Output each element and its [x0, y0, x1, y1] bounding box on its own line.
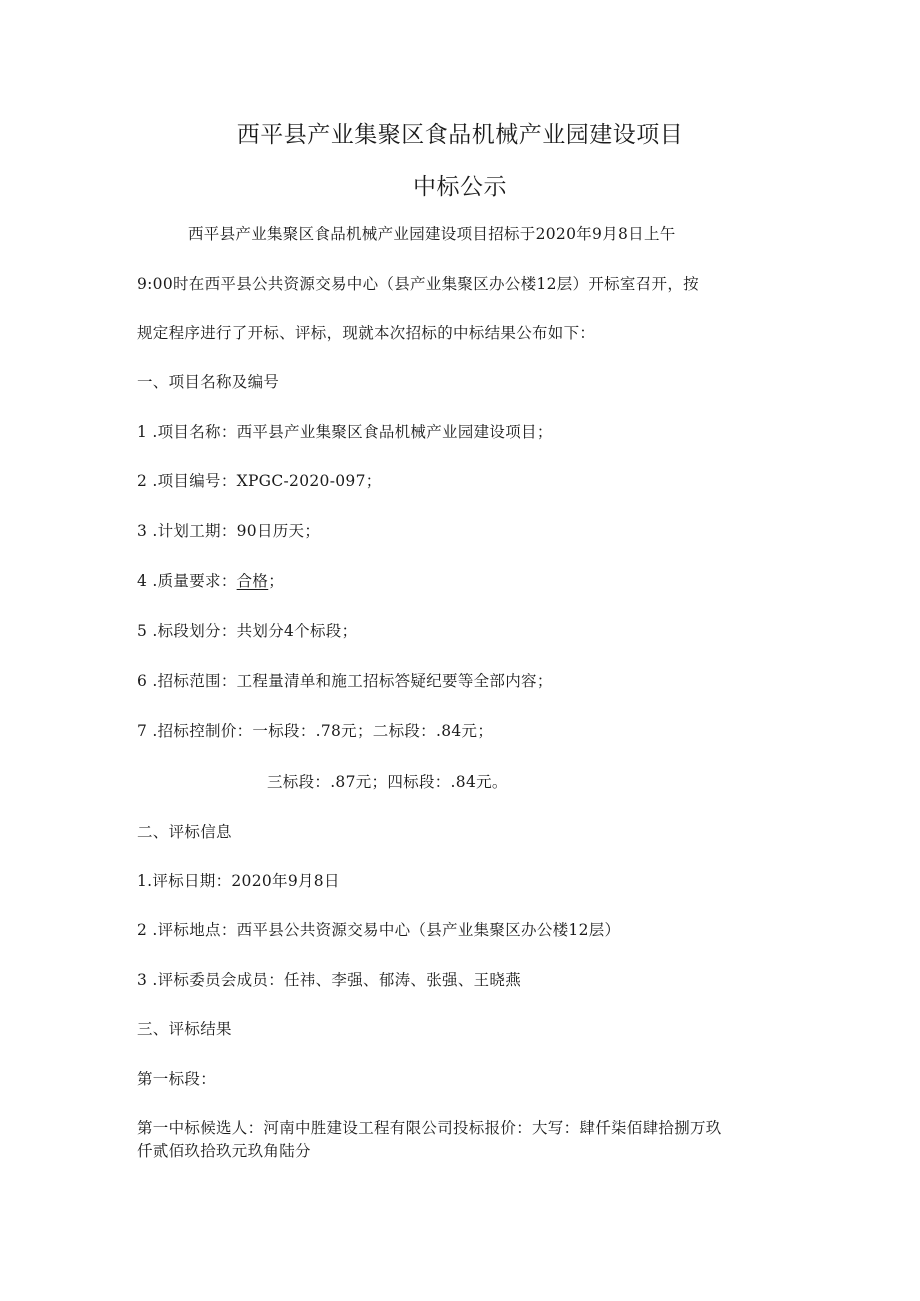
candidate-line-2: 仟贰佰玖拾玖元玖角陆分	[137, 1142, 311, 1160]
document-subtitle: 中标公示	[413, 174, 507, 200]
lot-1-label: 第一标段：	[137, 1070, 217, 1088]
control-price-item: 7 .招标控制价：一标段：.78元；二标段：.84元；	[137, 722, 494, 740]
evaluation-location-item: 2 .评标地点：西平县公共资源交易中心（县产业集聚区办公楼12层）	[137, 921, 621, 939]
section-3-heading: 三、评标结果	[137, 1020, 232, 1038]
project-name-item: 1 .项目名称：西平县产业集聚区食品机械产业园建设项目；	[137, 423, 553, 441]
evaluation-date-item: 1.评标日期：2020年9月8日	[137, 872, 340, 890]
intro-line-1: 西平县产业集聚区食品机械产业园建设项目招标于2020年9月8日上午	[188, 225, 676, 243]
control-price-continued: 三标段：.87元；四标段：.84元。	[267, 773, 508, 791]
quality-value: 合格	[236, 572, 269, 590]
quality-requirement-item	[137, 569, 284, 591]
quality-label: 4 .质量要求：	[137, 572, 237, 590]
section-1-heading: 一、项目名称及编号	[137, 373, 280, 391]
intro-line-2: 9:00时在西平县公共资源交易中心（县产业集聚区办公楼12层）开标室召开，按	[137, 275, 699, 293]
construction-period-item: 3 .计划工期：90日历天；	[137, 522, 321, 540]
document-title: 西平县产业集聚区食品机械产业园建设项目	[236, 122, 684, 148]
lot-division-item: 5 .标段划分：共划分4个标段；	[137, 622, 358, 640]
evaluation-committee-item: 3 .评标委员会成员：任祎、李强、郁涛、张强、王晓燕	[137, 971, 522, 989]
candidate-line-1: 第一中标候选人：河南中胜建设工程有限公司投标报价：大写：肆仟柒佰肆拾捌万玖	[137, 1119, 722, 1137]
quality-suffix: ；	[268, 572, 285, 590]
tender-scope-item: 6 .招标范围：工程量清单和施工招标答疑纪要等全部内容；	[137, 672, 553, 690]
intro-line-3: 规定程序进行了开标、评标，现就本次招标的中标结果公布如下：	[137, 324, 596, 342]
section-2-heading: 二、评标信息	[137, 823, 232, 841]
project-number-item: 2 .项目编号：XPGC-2020-097；	[137, 472, 382, 490]
